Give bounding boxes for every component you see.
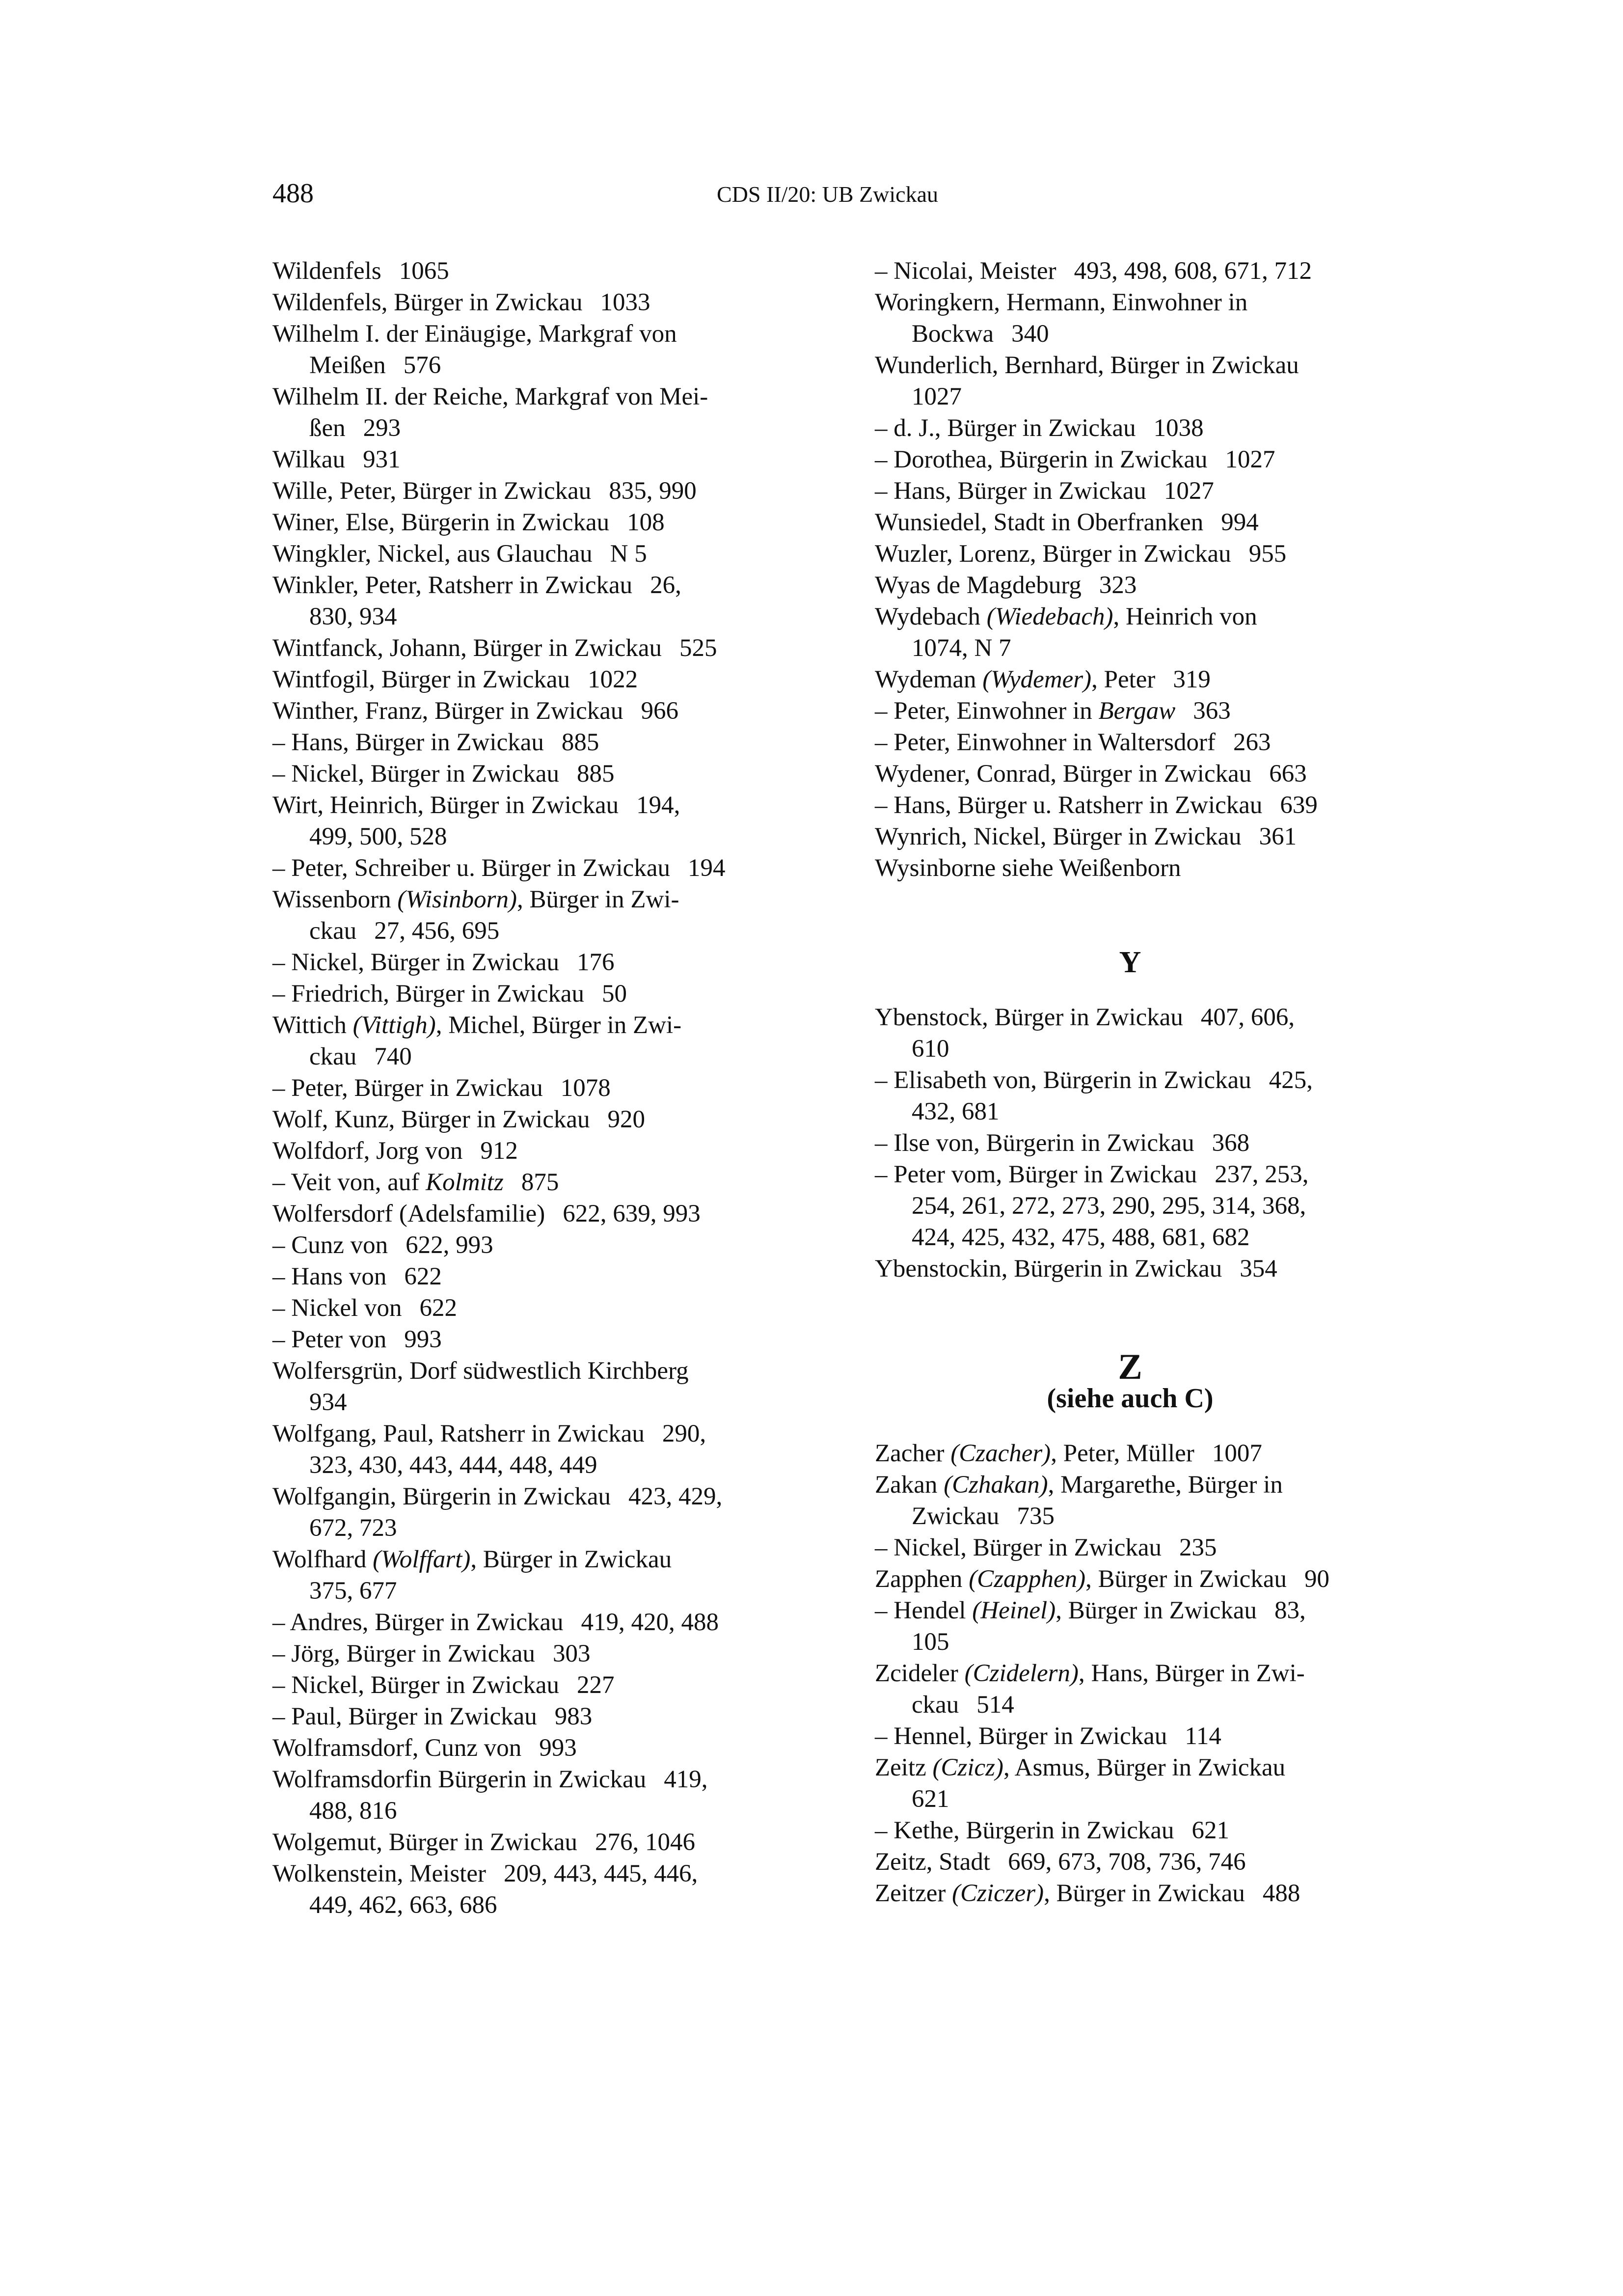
entry-text-after: , Bürger in Zwickau: [1085, 1565, 1287, 1593]
entry-reference: 514: [976, 1691, 1014, 1719]
entry-reference: 176: [577, 949, 615, 976]
entry-reference: 735: [1017, 1503, 1055, 1530]
entry-reference: 1027: [1225, 446, 1275, 473]
entry-text: – Nickel, Bürger in Zwickau: [272, 760, 559, 788]
entry-reference: 885: [577, 760, 615, 788]
right-column: [875, 255, 1385, 1909]
index-entry: [875, 350, 1385, 381]
entry-reference: 194,: [636, 792, 680, 819]
entry-text: 449, 462, 663, 686: [309, 1891, 497, 1919]
entry-reference: 340: [1011, 320, 1049, 348]
entry-text-after: , Margarethe, Bürger in: [1048, 1471, 1283, 1499]
entry-reference: 419, 420, 488: [581, 1609, 719, 1636]
entry-text: Zeitzer: [875, 1880, 952, 1907]
entry-text: Wysinborne siehe Weißenborn: [875, 854, 1181, 882]
entry-text-after: , Asmus, Bürger in Zwickau: [1003, 1754, 1286, 1781]
index-entry: [272, 1355, 783, 1387]
index-entry: [272, 852, 783, 884]
entry-text: Wilhelm I. der Einäugige, Markgraf von: [272, 320, 677, 348]
index-entry: [272, 1167, 783, 1198]
entry-reference: 488: [1262, 1880, 1300, 1907]
entry-reference: 290,: [662, 1420, 706, 1448]
entry-text: 488, 816: [309, 1797, 397, 1825]
entry-text: Wyas de Magdeburg: [875, 572, 1082, 599]
index-entry: [272, 1607, 783, 1638]
entry-text: Woringkern, Hermann, Einwohner in: [875, 289, 1248, 316]
entry-reference: 425,: [1269, 1066, 1313, 1094]
entry-text: Wilkau: [272, 446, 346, 473]
index-entry: [875, 475, 1385, 507]
section-z-entries: [875, 1438, 1385, 1909]
entry-text: – Paul, Bürger in Zwickau: [272, 1703, 537, 1730]
index-entry: [272, 1324, 783, 1355]
entry-reference: 276, 1046: [595, 1829, 695, 1856]
entry-text: Wolfgang, Paul, Ratsherr in Zwickau: [272, 1420, 645, 1448]
index-entry: [875, 727, 1385, 758]
entry-text: 375, 677: [309, 1577, 397, 1605]
entry-text: – Peter, Schreiber u. Bürger in Zwickau: [272, 854, 670, 882]
entry-text: Wilhelm II. der Reiche, Markgraf von Mei-: [272, 383, 708, 410]
index-entry: [272, 632, 783, 664]
entry-reference: 361: [1259, 823, 1297, 850]
entry-reference: 323: [1099, 572, 1137, 599]
entry-text: – Hennel, Bürger in Zwickau: [875, 1722, 1167, 1750]
entry-italic: Kolmitz: [426, 1169, 504, 1196]
index-entry: [875, 1222, 1385, 1253]
entry-text: Wolfhard: [272, 1546, 373, 1573]
entry-text: Wolf, Kunz, Bürger in Zwickau: [272, 1106, 590, 1133]
entry-text: Ybenstock, Bürger in Zwickau: [875, 1004, 1183, 1031]
index-entry: [272, 727, 783, 758]
entry-italic: (Wiedebach): [986, 603, 1113, 630]
entry-reference: 419,: [664, 1766, 708, 1793]
entry-italic: (Wolffart): [373, 1546, 471, 1573]
entry-text: 254, 261, 272, 273, 290, 295, 314, 368,: [912, 1192, 1306, 1220]
entry-reference: 993: [404, 1326, 442, 1353]
entry-text: Winkler, Peter, Ratsherr in Zwickau: [272, 572, 633, 599]
entry-reference: 83,: [1274, 1597, 1306, 1624]
entry-text: ckau: [912, 1691, 959, 1719]
entry-reference: 920: [607, 1106, 645, 1133]
entry-text: – d. J., Bürger in Zwickau: [875, 414, 1136, 442]
entry-reference: 1065: [399, 257, 449, 285]
entry-italic: (Wydemer): [982, 666, 1092, 693]
entry-text: Wolfdorf, Jorg von: [272, 1137, 463, 1165]
index-entry: [875, 255, 1385, 287]
running-head: CDS II/20: UB Zwickau: [717, 182, 939, 207]
index-entry: [272, 1010, 783, 1041]
entry-italic: (Czacher): [950, 1440, 1051, 1467]
left-column: [272, 255, 783, 1921]
entry-text: Wolfgangin, Bürgerin in Zwickau: [272, 1483, 611, 1510]
entry-reference: 209, 443, 445, 446,: [503, 1860, 698, 1887]
entry-reference: 263: [1233, 729, 1271, 756]
index-entry: [272, 695, 783, 727]
entry-italic: (Vittigh): [352, 1011, 436, 1039]
entry-text: 621: [912, 1785, 949, 1813]
entry-text: Wille, Peter, Bürger in Zwickau: [272, 477, 592, 505]
entry-reference: 27, 456, 695: [374, 917, 500, 945]
entry-text: Wittich: [272, 1011, 353, 1039]
index-entry: [272, 915, 783, 947]
entry-text: – Hans, Bürger in Zwickau: [875, 477, 1146, 505]
entry-text: 1027: [912, 383, 962, 410]
index-entry: [875, 758, 1385, 790]
index-entry: [875, 632, 1385, 664]
index-entry: [272, 1732, 783, 1764]
entry-text: – Veit von, auf: [272, 1169, 426, 1196]
entry-reference: 955: [1248, 540, 1287, 568]
section-heading-y: Y: [1119, 946, 1141, 979]
entry-reference: 740: [374, 1043, 412, 1070]
entry-text: 105: [912, 1628, 949, 1656]
index-entry: [875, 821, 1385, 852]
entry-text: 432, 681: [912, 1098, 1000, 1125]
index-entry: [875, 1658, 1385, 1689]
entry-reference: 1038: [1153, 414, 1204, 442]
entry-text-after: , Bürger in Zwickau: [1055, 1597, 1257, 1624]
index-entry: [875, 381, 1385, 412]
entry-italic: Bergaw: [1098, 697, 1176, 725]
entry-reference: 493, 498, 608, 671, 712: [1074, 257, 1312, 285]
entry-text: – Kethe, Bürgerin in Zwickau: [875, 1817, 1174, 1844]
entry-reference: 622, 993: [406, 1231, 493, 1259]
entry-text: Zeitz: [875, 1754, 933, 1781]
right-column-w-entries: [875, 255, 1385, 884]
index-entry: [875, 695, 1385, 727]
entry-text: Zakan: [875, 1471, 944, 1499]
index-entry: [875, 1721, 1385, 1752]
index-entry: [875, 1065, 1385, 1096]
index-entry: [272, 1512, 783, 1544]
index-entry: [272, 1292, 783, 1324]
entry-reference: 1007: [1212, 1440, 1262, 1467]
entry-text-after: , Bürger in Zwickau: [470, 1546, 672, 1573]
entry-text: – Hans von: [272, 1263, 387, 1290]
entry-text: – Nickel von: [272, 1294, 402, 1322]
index-entry: [875, 1878, 1385, 1909]
index-entry: [875, 1469, 1385, 1501]
entry-reference: 622: [404, 1263, 442, 1290]
entry-reference: 622: [419, 1294, 457, 1322]
entry-text: Zwickau: [912, 1503, 1000, 1530]
entry-reference: 319: [1173, 666, 1211, 693]
page-number: 488: [272, 178, 314, 209]
entry-text: – Hendel: [875, 1597, 973, 1624]
index-entry: [272, 1638, 783, 1669]
entry-reference: N 5: [610, 540, 647, 568]
index-entry: [272, 1135, 783, 1167]
index-entry: [875, 1438, 1385, 1469]
index-entry: [272, 507, 783, 538]
index-entry: [272, 1858, 783, 1889]
entry-text: Winer, Else, Bürgerin in Zwickau: [272, 509, 610, 536]
entry-reference: 194: [687, 854, 726, 882]
entry-text: – Hans, Bürger in Zwickau: [272, 729, 544, 756]
index-entry: [875, 412, 1385, 444]
entry-reference: 293: [363, 414, 401, 442]
entry-reference: 1078: [560, 1074, 611, 1102]
index-entry: [272, 601, 783, 632]
entry-text-after: , Bürger in Zwi-: [517, 886, 679, 913]
entry-text: ckau: [309, 917, 357, 945]
entry-text: Wolgemut, Bürger in Zwickau: [272, 1829, 577, 1856]
entry-text: – Ilse von, Bürgerin in Zwickau: [875, 1129, 1194, 1157]
entry-text: ßen: [309, 414, 346, 442]
entry-text-after: , Heinrich von: [1113, 603, 1257, 630]
index-entry: [875, 1815, 1385, 1846]
entry-italic: (Cziczer): [952, 1880, 1044, 1907]
entry-italic: (Czicz): [932, 1754, 1003, 1781]
index-entry: [272, 790, 783, 821]
index-entry: [272, 978, 783, 1010]
entry-text: – Peter, Einwohner in Waltersdorf: [875, 729, 1216, 756]
entry-text: 934: [309, 1389, 347, 1416]
index-entry: [875, 1159, 1385, 1190]
entry-reference: 993: [539, 1734, 577, 1762]
index-entry: [272, 570, 783, 601]
entry-reference: 622, 639, 993: [563, 1200, 701, 1228]
entry-text: 672, 723: [309, 1514, 397, 1542]
index-entry: [272, 538, 783, 570]
index-entry: [875, 1846, 1385, 1878]
entry-text: Wintfogil, Bürger in Zwickau: [272, 666, 570, 693]
entry-text: Wynrich, Nickel, Bürger in Zwickau: [875, 823, 1242, 850]
entry-reference: 237, 253,: [1215, 1161, 1309, 1188]
index-entry: [875, 318, 1385, 350]
index-entry: [272, 1795, 783, 1827]
entry-text: Wildenfels, Bürger in Zwickau: [272, 289, 583, 316]
index-entry: [875, 1532, 1385, 1563]
index-entry: [875, 444, 1385, 475]
entry-text: – Nickel, Bürger in Zwickau: [272, 1671, 559, 1699]
entry-text: Zapphen: [875, 1565, 969, 1593]
entry-text: Wunsiedel, Stadt in Oberfranken: [875, 509, 1204, 536]
entry-reference: 235: [1179, 1534, 1217, 1561]
entry-reference: 835, 990: [609, 477, 697, 505]
entry-text-after: , Michel, Bürger in Zwi-: [435, 1011, 682, 1039]
entry-text: ckau: [309, 1043, 357, 1070]
entry-reference: 303: [552, 1640, 591, 1667]
entry-reference: 875: [521, 1169, 559, 1196]
entry-text: – Elisabeth von, Bürgerin in Zwickau: [875, 1066, 1251, 1094]
entry-text: Winther, Franz, Bürger in Zwickau: [272, 697, 623, 725]
index-entry: [875, 1595, 1385, 1626]
entry-reference: 912: [480, 1137, 518, 1165]
entry-reference: 423, 429,: [628, 1483, 723, 1510]
index-entry: [272, 1418, 783, 1449]
entry-text-after: , Peter: [1091, 666, 1156, 693]
index-entry: [272, 1387, 783, 1418]
index-entry: [875, 664, 1385, 695]
entry-text: Wunderlich, Bernhard, Bürger in Zwickau: [875, 352, 1299, 379]
entry-text: – Nickel, Bürger in Zwickau: [272, 949, 559, 976]
entry-reference: 931: [363, 446, 401, 473]
entry-reference: 90: [1304, 1565, 1329, 1593]
index-entry: [272, 1764, 783, 1795]
entry-reference: 108: [627, 509, 665, 536]
entry-text: Wydeman: [875, 666, 983, 693]
entry-text: Wolframsdorfin Bürgerin in Zwickau: [272, 1766, 647, 1793]
index-entry: [875, 601, 1385, 632]
index-entry: [875, 1190, 1385, 1222]
index-entry: [272, 287, 783, 318]
index-entry: [272, 350, 783, 381]
entry-reference: 639: [1280, 792, 1318, 819]
entry-text: 424, 425, 432, 475, 488, 681, 682: [912, 1224, 1250, 1251]
entry-text: Wirt, Heinrich, Bürger in Zwickau: [272, 792, 619, 819]
entry-reference: 354: [1240, 1255, 1277, 1283]
index-entry: [875, 570, 1385, 601]
entry-text: Wolfersdorf (Adelsfamilie): [272, 1200, 545, 1228]
entry-text: – Peter, Bürger in Zwickau: [272, 1074, 543, 1102]
entry-text: – Hans, Bürger u. Ratsherr in Zwickau: [875, 792, 1263, 819]
entry-text: – Cunz von: [272, 1231, 388, 1259]
index-entry: [875, 1783, 1385, 1815]
index-entry: [272, 1072, 783, 1104]
index-entry: [272, 1230, 783, 1261]
entry-text: – Dorothea, Bürgerin in Zwickau: [875, 446, 1208, 473]
index-entry: [875, 1626, 1385, 1658]
index-entry: [875, 1096, 1385, 1127]
entry-text: Wintfanck, Johann, Bürger in Zwickau: [272, 634, 662, 662]
entry-reference: 363: [1193, 697, 1231, 725]
entry-reference: 114: [1185, 1722, 1221, 1750]
index-entry: [875, 1002, 1385, 1033]
entry-text: – Peter, Einwohner in: [875, 697, 1099, 725]
entry-reference: 227: [577, 1671, 615, 1699]
index-entry: [875, 790, 1385, 821]
index-entry: [272, 381, 783, 412]
entry-text: Bockwa: [912, 320, 994, 348]
section-subheading-z: (siehe auch C): [1047, 1383, 1214, 1414]
index-entry: [875, 538, 1385, 570]
entry-reference: 966: [641, 697, 678, 725]
entry-reference: 407, 606,: [1200, 1004, 1295, 1031]
entry-text: Wingkler, Nickel, aus Glauchau: [272, 540, 593, 568]
entry-text: 499, 500, 528: [309, 823, 447, 850]
section-heading-z: Z: [1118, 1347, 1142, 1387]
index-entry: [875, 287, 1385, 318]
entry-text: Wolkenstein, Meister: [272, 1860, 486, 1887]
index-entry: [272, 1198, 783, 1230]
entry-text: Wolfersgrün, Dorf südwestlich Kirchberg: [272, 1357, 689, 1385]
index-entry: [272, 884, 783, 915]
entry-reference: 576: [403, 352, 441, 379]
entry-reference: 525: [679, 634, 717, 662]
entry-italic: (Wisinborn): [397, 886, 517, 913]
index-entry: [875, 1752, 1385, 1783]
entry-reference: 1022: [588, 666, 638, 693]
entry-text: 610: [912, 1035, 949, 1063]
index-entry: [272, 1669, 783, 1701]
entry-reference: 994: [1221, 509, 1259, 536]
index-entry: [272, 1889, 783, 1921]
entry-text: – Jörg, Bürger in Zwickau: [272, 1640, 535, 1667]
index-entry: [272, 947, 783, 978]
index-entry: [272, 1041, 783, 1072]
index-entry: [272, 318, 783, 350]
index-entry: [875, 507, 1385, 538]
entry-italic: (Heinel): [972, 1597, 1056, 1624]
index-entry: [272, 1575, 783, 1607]
entry-text: Wuzler, Lorenz, Bürger in Zwickau: [875, 540, 1231, 568]
entry-reference: 983: [554, 1703, 593, 1730]
entry-text: – Nicolai, Meister: [875, 257, 1056, 285]
entry-text-after: , Hans, Bürger in Zwi-: [1078, 1660, 1305, 1687]
entry-text: 830, 934: [309, 603, 397, 630]
entry-reference: 663: [1269, 760, 1307, 788]
index-entry: [875, 1501, 1385, 1532]
entry-text: – Friedrich, Bürger in Zwickau: [272, 980, 584, 1008]
index-entry: [272, 1827, 783, 1858]
index-entry: [875, 1253, 1385, 1285]
index-entry: [272, 821, 783, 852]
entry-reference: 669, 673, 708, 736, 746: [1008, 1848, 1246, 1876]
entry-reference: 26,: [650, 572, 681, 599]
entry-reference: 621: [1191, 1817, 1229, 1844]
entry-text: – Nickel, Bürger in Zwickau: [875, 1534, 1162, 1561]
index-entry: [272, 758, 783, 790]
entry-text-after: , Bürger in Zwickau: [1044, 1880, 1245, 1907]
entry-text: 1074, N 7: [912, 634, 1011, 662]
entry-reference: 50: [602, 980, 627, 1008]
entry-text: Wildenfels: [272, 257, 381, 285]
entry-text: – Peter vom, Bürger in Zwickau: [875, 1161, 1197, 1188]
entry-italic: (Czidelern): [964, 1660, 1079, 1687]
entry-text: Wissenborn: [272, 886, 398, 913]
index-entry: [272, 475, 783, 507]
index-entry: [272, 1261, 783, 1292]
index-entry: [875, 1563, 1385, 1595]
index-entry: [272, 255, 783, 287]
entry-text: Zcideler: [875, 1660, 965, 1687]
entry-text: Ybenstockin, Bürgerin in Zwickau: [875, 1255, 1222, 1283]
entry-reference: 1027: [1163, 477, 1214, 505]
index-entry: [272, 1449, 783, 1481]
entry-text: 323, 430, 443, 444, 448, 449: [309, 1451, 597, 1479]
entry-reference: 1033: [600, 289, 650, 316]
index-entry: [875, 852, 1385, 884]
section-y-entries: [875, 1002, 1385, 1285]
entry-text: Meißen: [309, 352, 386, 379]
entry-text: – Peter von: [272, 1326, 387, 1353]
entry-text: Zeitz, Stadt: [875, 1848, 991, 1876]
index-entry: [875, 1127, 1385, 1159]
entry-reference: 885: [561, 729, 599, 756]
entry-text: – Andres, Bürger in Zwickau: [272, 1609, 564, 1636]
index-entry: [875, 1033, 1385, 1065]
index-entry: [272, 664, 783, 695]
entry-italic: (Czhakan): [944, 1471, 1048, 1499]
entry-text: Zacher: [875, 1440, 951, 1467]
index-entry: [272, 1701, 783, 1732]
index-entry: [272, 1481, 783, 1512]
entry-text-after: , Peter, Müller: [1051, 1440, 1194, 1467]
entry-italic: (Czapphen): [969, 1565, 1086, 1593]
entry-text: Wolframsdorf, Cunz von: [272, 1734, 522, 1762]
entry-reference: 368: [1212, 1129, 1250, 1157]
index-entry: [875, 1689, 1385, 1721]
entry-text: Wydener, Conrad, Bürger in Zwickau: [875, 760, 1252, 788]
entry-text: Wydebach: [875, 603, 987, 630]
index-entry: [272, 1104, 783, 1135]
index-entry: [272, 444, 783, 475]
index-entry: [272, 412, 783, 444]
index-entry: [272, 1544, 783, 1575]
